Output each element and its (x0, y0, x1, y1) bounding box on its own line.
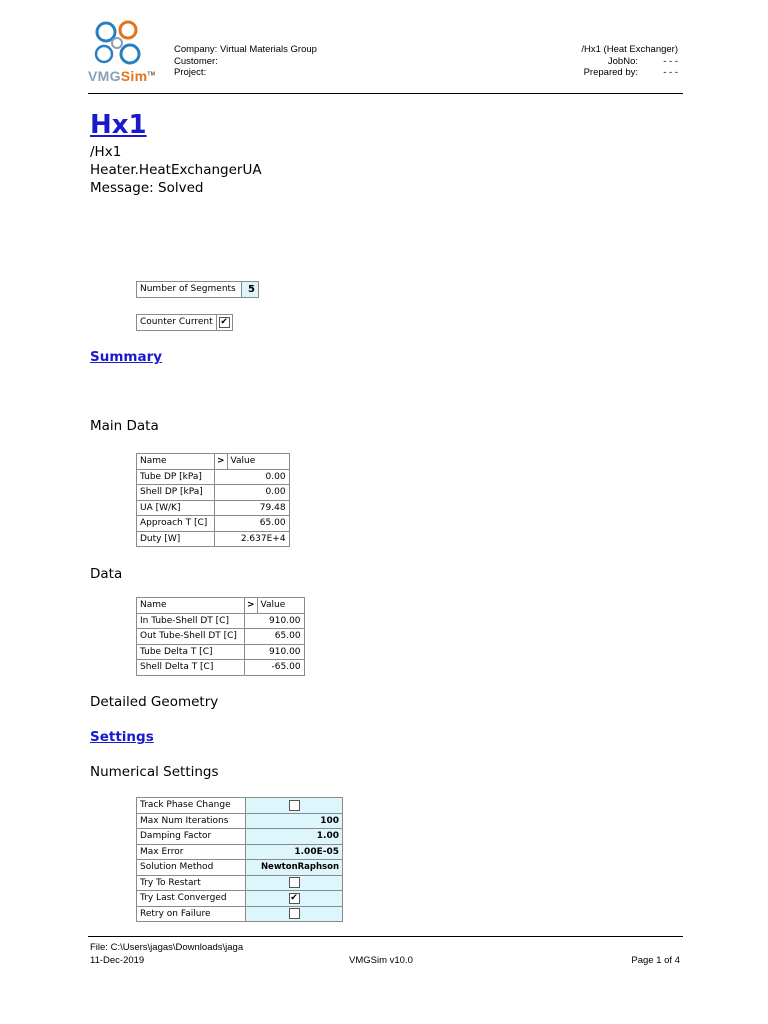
table-header-row: Name > Value (137, 598, 305, 614)
table-row: Track Phase Change (137, 798, 343, 814)
max-num-iterations-value[interactable]: 100 (246, 813, 343, 829)
footer-date: 11-Dec-2019 (90, 955, 145, 966)
table-row: In Tube-Shell DT [C] 910.00 (137, 613, 305, 629)
retry-on-failure-checkbox[interactable] (289, 908, 300, 919)
table-row: Shell DP [kPa] 0.00 (137, 485, 290, 501)
unit-path-text: /Hx1 (90, 144, 122, 160)
damping-factor-value[interactable]: 1.00 (246, 829, 343, 845)
counter-current-checkbox[interactable]: ✔ (220, 316, 228, 327)
max-error-value[interactable]: 1.00E-05 (246, 844, 343, 860)
footer-file-path: File: C:\Users\jagas\Downloads\jaga (90, 942, 244, 953)
table-row: Tube DP [kPa] 0.00 (137, 469, 290, 485)
unit-path: /Hx1 (Heat Exchanger) (581, 44, 678, 55)
header-right: /Hx1 (Heat Exchanger) JobNo: - - - Prepared by: - - - (581, 44, 678, 78)
numerical-settings-heading: Numerical Settings (90, 764, 219, 780)
table-row: Shell Delta T [C] -65.00 (137, 660, 305, 676)
data-table (136, 597, 305, 676)
try-last-converged-checkbox[interactable]: ✔ (290, 892, 298, 903)
table-row: UA [W/K] 79.48 (137, 500, 290, 516)
counter-current-label: Counter Current (137, 315, 217, 331)
header-left: Company: Virtual Materials Group Customer: Project: (174, 44, 317, 78)
table-row: Solution Method NewtonRaphson (137, 860, 343, 876)
logo-text: VMGSim™ (88, 68, 156, 84)
page-title-link[interactable]: Hx1 (90, 110, 147, 140)
expand-arrow-icon[interactable]: > (245, 598, 258, 614)
unit-type: Heater.HeatExchangerUA (90, 162, 262, 178)
settings-link[interactable]: Settings (90, 729, 154, 745)
summary-link[interactable]: Summary (90, 349, 163, 365)
segments-value[interactable]: 5 (242, 282, 259, 298)
footer-divider (88, 936, 683, 937)
data-heading: Data (90, 566, 123, 582)
solution-method-value[interactable]: NewtonRaphson (246, 860, 343, 876)
expand-arrow-icon[interactable]: > (215, 454, 228, 470)
table-row: Try Last Converged ✔ (137, 891, 343, 907)
table-row: Max Error 1.00E-05 (137, 844, 343, 860)
footer-page-number: Page 1 of 4 (631, 955, 680, 966)
track-phase-change-checkbox[interactable] (289, 800, 300, 811)
table-row: Retry on Failure (137, 906, 343, 922)
try-to-restart-checkbox[interactable] (289, 877, 300, 888)
segments-box (136, 281, 259, 298)
detailed-geometry-heading: Detailed Geometry (90, 694, 219, 710)
table-header-row: Name > Value (137, 454, 290, 470)
table-row: Try To Restart (137, 875, 343, 891)
status-message: Message: Solved (90, 180, 204, 196)
header-divider (88, 93, 683, 94)
segments-label: Number of Segments (137, 282, 242, 298)
footer-version: VMGSim v10.0 (349, 955, 413, 966)
table-row: Approach T [C] 65.00 (137, 516, 290, 532)
table-row: Out Tube-Shell DT [C] 65.00 (137, 629, 305, 645)
main-data-heading: Main Data (90, 418, 159, 434)
counter-current-box (136, 314, 233, 331)
numerical-settings-table (136, 797, 343, 922)
table-row: Max Num Iterations 100 (137, 813, 343, 829)
main-data-table (136, 453, 290, 547)
table-row: Duty [W] 2.637E+4 (137, 531, 290, 547)
table-row: Tube Delta T [C] 910.00 (137, 644, 305, 660)
table-row: Damping Factor 1.00 (137, 829, 343, 845)
